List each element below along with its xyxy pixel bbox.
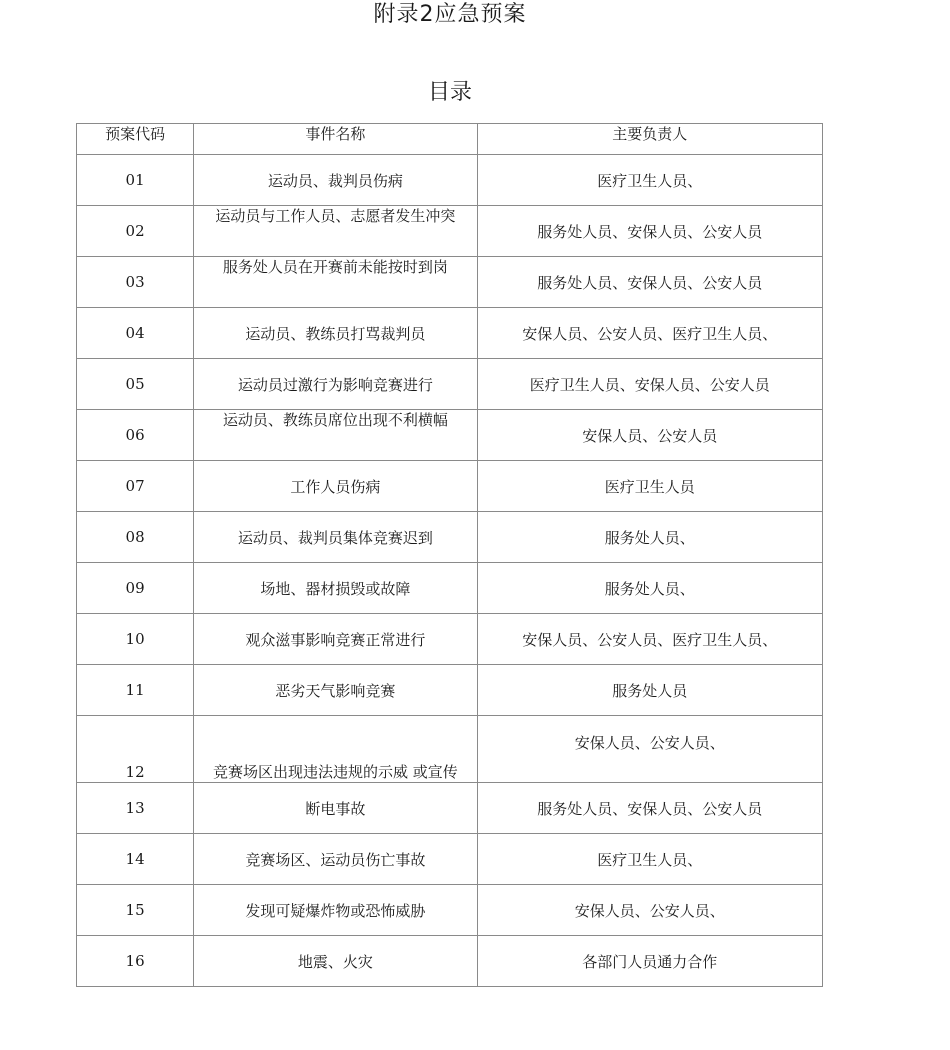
responsible-party: 医疗卫生人员、 xyxy=(477,155,822,206)
event-name: 断电事故 xyxy=(194,783,477,834)
event-name: 场地、器材损毁或故障 xyxy=(194,563,477,614)
plan-code: 12 xyxy=(77,716,194,783)
table-row xyxy=(77,206,823,257)
table-row xyxy=(77,783,823,834)
plan-code: 07 xyxy=(77,461,194,512)
document-title: 附录2应急预案 xyxy=(373,2,527,27)
column-header-event: 事件名称 xyxy=(194,124,477,155)
plan-code: 09 xyxy=(77,563,194,614)
plan-code: 03 xyxy=(77,257,194,308)
responsible-party: 服务处人员、安保人员、公安人员 xyxy=(477,783,822,834)
plan-code: 16 xyxy=(77,936,194,987)
table-row xyxy=(77,834,823,885)
table-row xyxy=(77,614,823,665)
event-name: 服务处人员在开赛前未能按时到岗 xyxy=(194,257,477,308)
table-row xyxy=(77,665,823,716)
table-row xyxy=(77,308,823,359)
responsible-party: 服务处人员 xyxy=(477,665,822,716)
plan-code: 05 xyxy=(77,359,194,410)
table-row xyxy=(77,563,823,614)
table-row xyxy=(77,257,823,308)
responsible-party: 安保人员、公安人员、 xyxy=(477,716,822,783)
responsible-party: 服务处人员、安保人员、公安人员 xyxy=(477,257,822,308)
event-name: 恶劣天气影响竞赛 xyxy=(194,665,477,716)
responsible-party: 各部门人员通力合作 xyxy=(477,936,822,987)
event-name: 发现可疑爆炸物或恐怖威胁 xyxy=(194,885,477,936)
plan-code: 11 xyxy=(77,665,194,716)
responsible-party: 服务处人员、 xyxy=(477,563,822,614)
table-row xyxy=(77,885,823,936)
table-row xyxy=(77,936,823,987)
plan-code: 13 xyxy=(77,783,194,834)
responsible-party: 安保人员、公安人员、医疗卫生人员、 xyxy=(477,308,822,359)
responsible-party: 安保人员、公安人员、医疗卫生人员、 xyxy=(477,614,822,665)
plan-code: 06 xyxy=(77,410,194,461)
table-row xyxy=(77,359,823,410)
responsible-party: 安保人员、公安人员 xyxy=(477,410,822,461)
table-row xyxy=(77,461,823,512)
event-name: 观众滋事影响竞赛正常进行 xyxy=(194,614,477,665)
event-name: 运动员与工作人员、志愿者发生冲突 xyxy=(194,206,477,257)
event-name: 运动员、裁判员集体竞赛迟到 xyxy=(194,512,477,563)
responsible-party: 医疗卫生人员、 xyxy=(477,834,822,885)
plan-code: 02 xyxy=(77,206,194,257)
table-row xyxy=(77,155,823,206)
event-name: 运动员、教练员打骂裁判员 xyxy=(194,308,477,359)
emergency-plan-table xyxy=(76,123,823,987)
event-name: 竞赛场区、运动员伤亡事故 xyxy=(194,834,477,885)
plan-code: 10 xyxy=(77,614,194,665)
plan-code: 08 xyxy=(77,512,194,563)
event-name: 运动员、教练员席位出现不利横幅 xyxy=(194,410,477,461)
event-name: 竞赛场区出现违法违规的示威 或宣传 xyxy=(194,716,477,783)
responsible-party: 服务处人员、安保人员、公安人员 xyxy=(477,206,822,257)
table-of-contents-title: 目录 xyxy=(427,80,472,105)
plan-code: 01 xyxy=(77,155,194,206)
event-name: 工作人员伤病 xyxy=(194,461,477,512)
table-row xyxy=(77,512,823,563)
event-name: 运动员、裁判员伤病 xyxy=(194,155,477,206)
responsible-party: 医疗卫生人员 xyxy=(477,461,822,512)
column-header-owner: 主要负责人 xyxy=(477,124,822,155)
table-header-row xyxy=(77,124,823,155)
column-header-code: 预案代码 xyxy=(77,124,194,155)
plan-code: 14 xyxy=(77,834,194,885)
table-row xyxy=(77,716,823,783)
responsible-party: 医疗卫生人员、安保人员、公安人员 xyxy=(477,359,822,410)
plan-code: 15 xyxy=(77,885,194,936)
responsible-party: 服务处人员、 xyxy=(477,512,822,563)
responsible-party: 安保人员、公安人员、 xyxy=(477,885,822,936)
event-name: 运动员过激行为影响竞赛进行 xyxy=(194,359,477,410)
plan-code: 04 xyxy=(77,308,194,359)
event-name: 地震、火灾 xyxy=(194,936,477,987)
table-row xyxy=(77,410,823,461)
